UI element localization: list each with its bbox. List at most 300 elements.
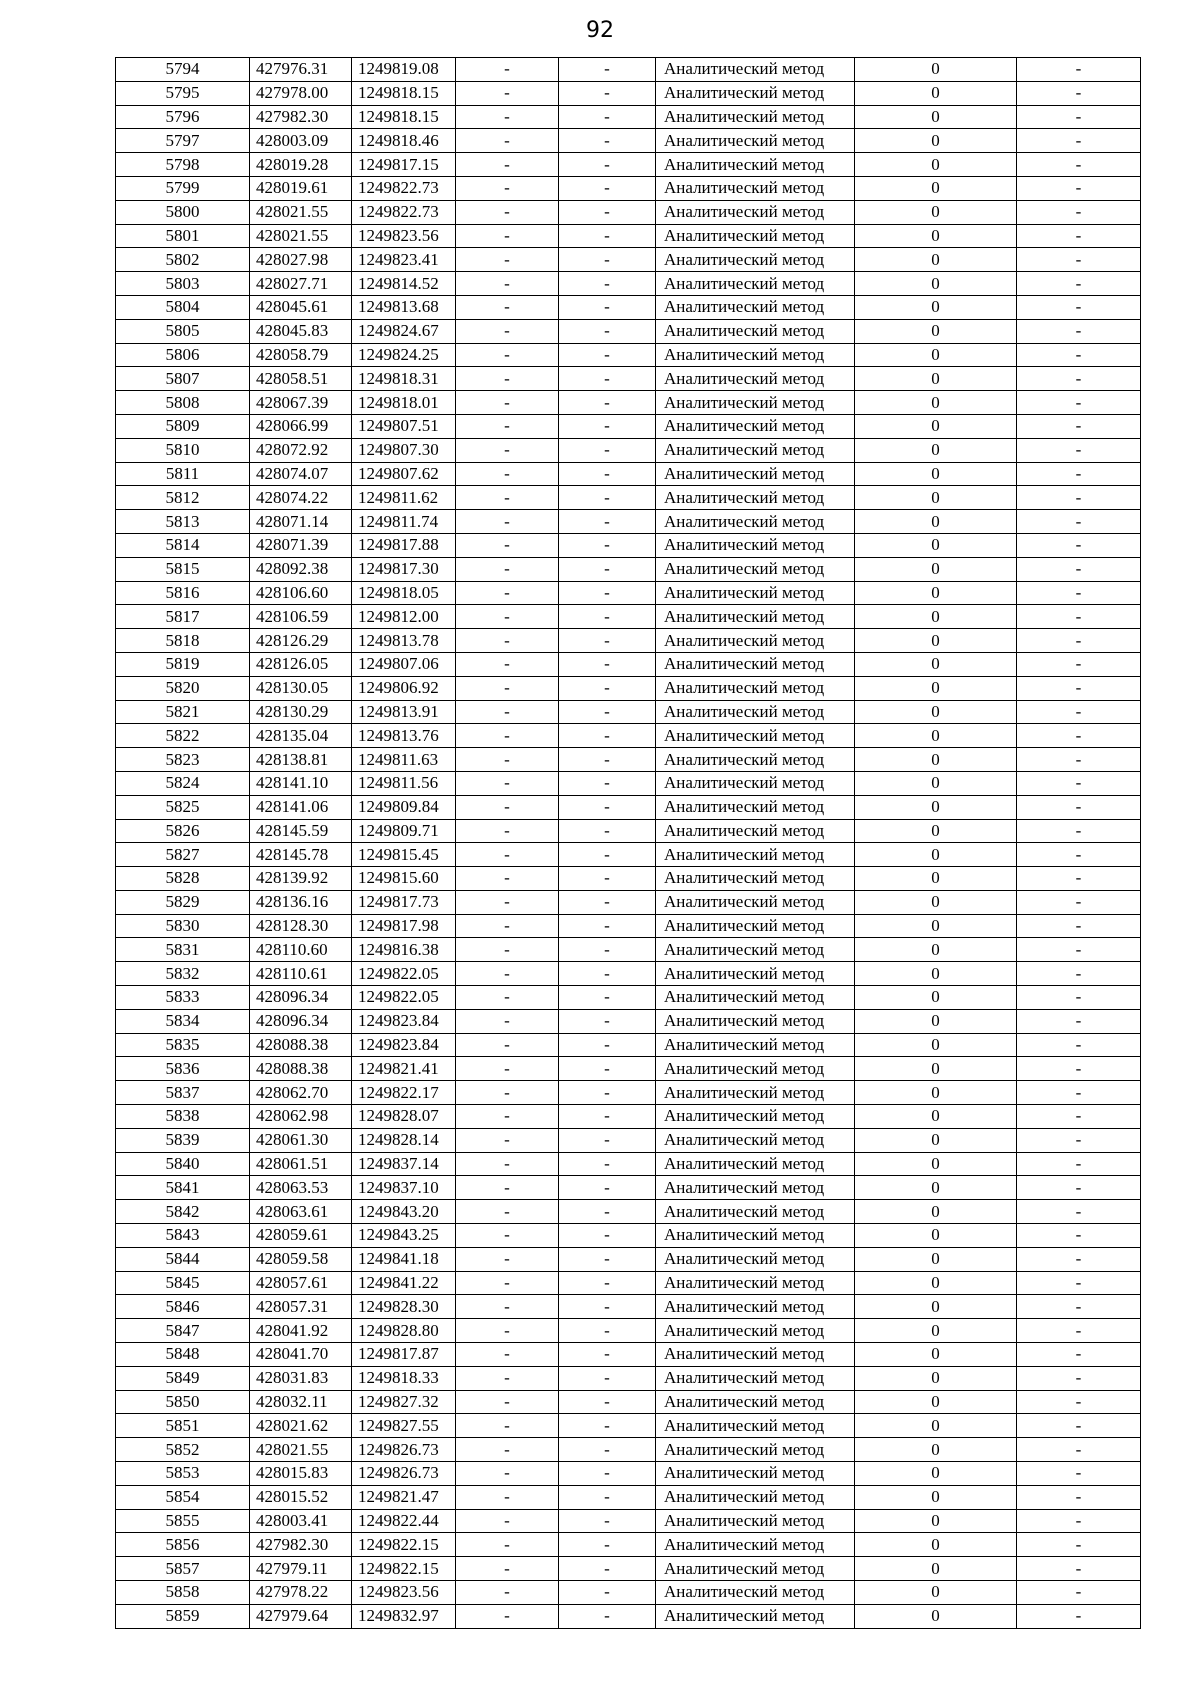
- x-coordinate-cell: 428015.52: [250, 1485, 352, 1509]
- x-coordinate-cell: 427979.11: [250, 1557, 352, 1581]
- column-8-cell: -: [1017, 1081, 1141, 1105]
- table-row: [116, 1343, 1141, 1367]
- method-cell: Аналитический метод: [656, 1533, 855, 1557]
- column-7-cell: 0: [855, 1224, 1017, 1248]
- column-4-cell: -: [456, 1033, 559, 1057]
- column-5-cell: -: [559, 248, 656, 272]
- y-coordinate-cell: 1249837.14: [352, 1152, 456, 1176]
- column-8-cell: -: [1017, 700, 1141, 724]
- column-7-cell: 0: [855, 1081, 1017, 1105]
- column-5-cell: -: [559, 200, 656, 224]
- column-4-cell: -: [456, 1152, 559, 1176]
- column-8-cell: -: [1017, 105, 1141, 129]
- column-5-cell: -: [559, 81, 656, 105]
- table-row: [116, 1033, 1141, 1057]
- column-8-cell: -: [1017, 1295, 1141, 1319]
- method-cell: Аналитический метод: [656, 1295, 855, 1319]
- column-4-cell: -: [456, 938, 559, 962]
- method-cell: Аналитический метод: [656, 748, 855, 772]
- point-number-cell: 5804: [116, 295, 250, 319]
- column-7-cell: 0: [855, 1533, 1017, 1557]
- method-cell: Аналитический метод: [656, 248, 855, 272]
- column-4-cell: -: [456, 962, 559, 986]
- y-coordinate-cell: 1249813.76: [352, 724, 456, 748]
- method-cell: Аналитический метод: [656, 272, 855, 296]
- column-5-cell: -: [559, 890, 656, 914]
- column-8-cell: -: [1017, 557, 1141, 581]
- table-row: [116, 1485, 1141, 1509]
- y-coordinate-cell: 1249823.41: [352, 248, 456, 272]
- y-coordinate-cell: 1249822.05: [352, 962, 456, 986]
- y-coordinate-cell: 1249819.08: [352, 58, 456, 82]
- point-number-cell: 5811: [116, 462, 250, 486]
- table-row: [116, 81, 1141, 105]
- column-4-cell: -: [456, 1271, 559, 1295]
- column-5-cell: -: [559, 295, 656, 319]
- method-cell: Аналитический метод: [656, 153, 855, 177]
- method-cell: Аналитический метод: [656, 105, 855, 129]
- column-5-cell: -: [559, 867, 656, 891]
- y-coordinate-cell: 1249822.15: [352, 1533, 456, 1557]
- table-row: [116, 1057, 1141, 1081]
- x-coordinate-cell: 428071.14: [250, 510, 352, 534]
- column-5-cell: -: [559, 510, 656, 534]
- method-cell: Аналитический метод: [656, 1485, 855, 1509]
- column-8-cell: -: [1017, 1414, 1141, 1438]
- column-8-cell: -: [1017, 414, 1141, 438]
- column-5-cell: -: [559, 629, 656, 653]
- y-coordinate-cell: 1249828.80: [352, 1319, 456, 1343]
- x-coordinate-cell: 427978.00: [250, 81, 352, 105]
- table-row: [116, 1200, 1141, 1224]
- column-4-cell: -: [456, 153, 559, 177]
- column-4-cell: -: [456, 581, 559, 605]
- column-7-cell: 0: [855, 1462, 1017, 1486]
- column-5-cell: -: [559, 1081, 656, 1105]
- column-8-cell: -: [1017, 1033, 1141, 1057]
- column-5-cell: -: [559, 1533, 656, 1557]
- y-coordinate-cell: 1249822.15: [352, 1557, 456, 1581]
- column-4-cell: -: [456, 795, 559, 819]
- column-8-cell: -: [1017, 533, 1141, 557]
- y-coordinate-cell: 1249816.38: [352, 938, 456, 962]
- y-coordinate-cell: 1249843.20: [352, 1200, 456, 1224]
- point-number-cell: 5805: [116, 319, 250, 343]
- column-4-cell: -: [456, 224, 559, 248]
- column-5-cell: -: [559, 1366, 656, 1390]
- table-row: [116, 938, 1141, 962]
- column-8-cell: -: [1017, 319, 1141, 343]
- column-4-cell: -: [456, 533, 559, 557]
- column-7-cell: 0: [855, 748, 1017, 772]
- y-coordinate-cell: 1249822.05: [352, 986, 456, 1010]
- column-7-cell: 0: [855, 1271, 1017, 1295]
- point-number-cell: 5858: [116, 1581, 250, 1605]
- y-coordinate-cell: 1249817.15: [352, 153, 456, 177]
- method-cell: Аналитический метод: [656, 1033, 855, 1057]
- method-cell: Аналитический метод: [656, 533, 855, 557]
- column-7-cell: 0: [855, 343, 1017, 367]
- point-number-cell: 5849: [116, 1366, 250, 1390]
- point-number-cell: 5832: [116, 962, 250, 986]
- column-7-cell: 0: [855, 819, 1017, 843]
- table-row: [116, 700, 1141, 724]
- method-cell: Аналитический метод: [656, 1247, 855, 1271]
- x-coordinate-cell: 428059.58: [250, 1247, 352, 1271]
- column-8-cell: -: [1017, 1366, 1141, 1390]
- method-cell: Аналитический метод: [656, 724, 855, 748]
- column-4-cell: -: [456, 557, 559, 581]
- column-8-cell: -: [1017, 962, 1141, 986]
- column-4-cell: -: [456, 510, 559, 534]
- table-row: [116, 890, 1141, 914]
- y-coordinate-cell: 1249828.14: [352, 1128, 456, 1152]
- column-5-cell: -: [559, 1604, 656, 1628]
- x-coordinate-cell: 428130.29: [250, 700, 352, 724]
- y-coordinate-cell: 1249828.07: [352, 1105, 456, 1129]
- point-number-cell: 5815: [116, 557, 250, 581]
- table-row: [116, 605, 1141, 629]
- column-5-cell: -: [559, 176, 656, 200]
- column-4-cell: -: [456, 986, 559, 1010]
- column-8-cell: -: [1017, 1390, 1141, 1414]
- column-4-cell: -: [456, 462, 559, 486]
- column-4-cell: -: [456, 652, 559, 676]
- table-row: [116, 843, 1141, 867]
- column-7-cell: 0: [855, 771, 1017, 795]
- x-coordinate-cell: 427978.22: [250, 1581, 352, 1605]
- table-row: [116, 295, 1141, 319]
- x-coordinate-cell: 427976.31: [250, 58, 352, 82]
- column-4-cell: -: [456, 1343, 559, 1367]
- column-7-cell: 0: [855, 795, 1017, 819]
- column-4-cell: -: [456, 343, 559, 367]
- x-coordinate-cell: 428106.59: [250, 605, 352, 629]
- point-number-cell: 5848: [116, 1343, 250, 1367]
- method-cell: Аналитический метод: [656, 1224, 855, 1248]
- column-8-cell: -: [1017, 1271, 1141, 1295]
- x-coordinate-cell: 428063.61: [250, 1200, 352, 1224]
- column-4-cell: -: [456, 1009, 559, 1033]
- table-row: [116, 248, 1141, 272]
- x-coordinate-cell: 428066.99: [250, 414, 352, 438]
- column-8-cell: -: [1017, 176, 1141, 200]
- table-row: [116, 1414, 1141, 1438]
- y-coordinate-cell: 1249814.52: [352, 272, 456, 296]
- column-4-cell: -: [456, 391, 559, 415]
- column-4-cell: -: [456, 1414, 559, 1438]
- column-8-cell: -: [1017, 1128, 1141, 1152]
- column-5-cell: -: [559, 1438, 656, 1462]
- x-coordinate-cell: 427982.30: [250, 105, 352, 129]
- column-4-cell: -: [456, 629, 559, 653]
- y-coordinate-cell: 1249832.97: [352, 1604, 456, 1628]
- table-row: [116, 1295, 1141, 1319]
- point-number-cell: 5841: [116, 1176, 250, 1200]
- column-5-cell: -: [559, 367, 656, 391]
- table-row: [116, 1533, 1141, 1557]
- column-7-cell: 0: [855, 367, 1017, 391]
- method-cell: Аналитический метод: [656, 1152, 855, 1176]
- y-coordinate-cell: 1249818.31: [352, 367, 456, 391]
- y-coordinate-cell: 1249811.74: [352, 510, 456, 534]
- table-row: [116, 986, 1141, 1010]
- table-row: [116, 176, 1141, 200]
- table-row: [116, 557, 1141, 581]
- point-number-cell: 5829: [116, 890, 250, 914]
- method-cell: Аналитический метод: [656, 1557, 855, 1581]
- point-number-cell: 5810: [116, 438, 250, 462]
- column-7-cell: 0: [855, 153, 1017, 177]
- column-5-cell: -: [559, 1152, 656, 1176]
- column-4-cell: -: [456, 1604, 559, 1628]
- point-number-cell: 5840: [116, 1152, 250, 1176]
- method-cell: Аналитический метод: [656, 510, 855, 534]
- x-coordinate-cell: 428145.59: [250, 819, 352, 843]
- method-cell: Аналитический метод: [656, 795, 855, 819]
- method-cell: Аналитический метод: [656, 1057, 855, 1081]
- table-row: [116, 1271, 1141, 1295]
- x-coordinate-cell: 428096.34: [250, 986, 352, 1010]
- column-8-cell: -: [1017, 58, 1141, 82]
- column-5-cell: -: [559, 1057, 656, 1081]
- y-coordinate-cell: 1249827.55: [352, 1414, 456, 1438]
- column-8-cell: -: [1017, 629, 1141, 653]
- method-cell: Аналитический метод: [656, 1343, 855, 1367]
- column-7-cell: 0: [855, 557, 1017, 581]
- x-coordinate-cell: 428145.78: [250, 843, 352, 867]
- column-5-cell: -: [559, 581, 656, 605]
- column-5-cell: -: [559, 843, 656, 867]
- column-7-cell: 0: [855, 1152, 1017, 1176]
- column-8-cell: -: [1017, 1485, 1141, 1509]
- column-7-cell: 0: [855, 510, 1017, 534]
- column-8-cell: -: [1017, 1200, 1141, 1224]
- column-5-cell: -: [559, 1224, 656, 1248]
- column-7-cell: 0: [855, 391, 1017, 415]
- method-cell: Аналитический метод: [656, 605, 855, 629]
- column-4-cell: -: [456, 914, 559, 938]
- point-number-cell: 5844: [116, 1247, 250, 1271]
- y-coordinate-cell: 1249818.15: [352, 105, 456, 129]
- column-7-cell: 0: [855, 1485, 1017, 1509]
- column-4-cell: -: [456, 676, 559, 700]
- point-number-cell: 5819: [116, 652, 250, 676]
- x-coordinate-cell: 428139.92: [250, 867, 352, 891]
- column-5-cell: -: [559, 1557, 656, 1581]
- column-8-cell: -: [1017, 486, 1141, 510]
- x-coordinate-cell: 428027.71: [250, 272, 352, 296]
- coordinates-table: [115, 57, 1141, 1629]
- point-number-cell: 5827: [116, 843, 250, 867]
- method-cell: Аналитический метод: [656, 129, 855, 153]
- table-row: [116, 795, 1141, 819]
- table-row: [116, 1438, 1141, 1462]
- column-5-cell: -: [559, 391, 656, 415]
- table-row: [116, 771, 1141, 795]
- method-cell: Аналитический метод: [656, 1176, 855, 1200]
- x-coordinate-cell: 428128.30: [250, 914, 352, 938]
- point-number-cell: 5822: [116, 724, 250, 748]
- column-5-cell: -: [559, 1390, 656, 1414]
- column-5-cell: -: [559, 1462, 656, 1486]
- table-row: [116, 533, 1141, 557]
- column-7-cell: 0: [855, 58, 1017, 82]
- column-5-cell: -: [559, 1009, 656, 1033]
- column-5-cell: -: [559, 153, 656, 177]
- y-coordinate-cell: 1249822.73: [352, 200, 456, 224]
- point-number-cell: 5825: [116, 795, 250, 819]
- x-coordinate-cell: 428110.60: [250, 938, 352, 962]
- point-number-cell: 5820: [116, 676, 250, 700]
- x-coordinate-cell: 428032.11: [250, 1390, 352, 1414]
- y-coordinate-cell: 1249807.30: [352, 438, 456, 462]
- column-7-cell: 0: [855, 486, 1017, 510]
- point-number-cell: 5834: [116, 1009, 250, 1033]
- point-number-cell: 5846: [116, 1295, 250, 1319]
- column-5-cell: -: [559, 652, 656, 676]
- column-5-cell: -: [559, 438, 656, 462]
- point-number-cell: 5806: [116, 343, 250, 367]
- column-4-cell: -: [456, 105, 559, 129]
- column-5-cell: -: [559, 1128, 656, 1152]
- x-coordinate-cell: 428136.16: [250, 890, 352, 914]
- column-4-cell: -: [456, 700, 559, 724]
- y-coordinate-cell: 1249818.05: [352, 581, 456, 605]
- y-coordinate-cell: 1249824.25: [352, 343, 456, 367]
- table-row: [116, 58, 1141, 82]
- column-7-cell: 0: [855, 1057, 1017, 1081]
- column-4-cell: -: [456, 843, 559, 867]
- y-coordinate-cell: 1249823.84: [352, 1033, 456, 1057]
- column-4-cell: -: [456, 58, 559, 82]
- method-cell: Аналитический метод: [656, 1009, 855, 1033]
- column-8-cell: -: [1017, 1247, 1141, 1271]
- point-number-cell: 5842: [116, 1200, 250, 1224]
- x-coordinate-cell: 428019.61: [250, 176, 352, 200]
- table-row: [116, 129, 1141, 153]
- column-7-cell: 0: [855, 1033, 1017, 1057]
- method-cell: Аналитический метод: [656, 1390, 855, 1414]
- x-coordinate-cell: 428096.34: [250, 1009, 352, 1033]
- y-coordinate-cell: 1249821.41: [352, 1057, 456, 1081]
- column-4-cell: -: [456, 272, 559, 296]
- column-7-cell: 0: [855, 295, 1017, 319]
- column-8-cell: -: [1017, 248, 1141, 272]
- table-row: [116, 1509, 1141, 1533]
- y-coordinate-cell: 1249817.88: [352, 533, 456, 557]
- table-row: [116, 105, 1141, 129]
- point-number-cell: 5830: [116, 914, 250, 938]
- table-row: [116, 1128, 1141, 1152]
- table-row: [116, 1390, 1141, 1414]
- column-7-cell: 0: [855, 81, 1017, 105]
- y-coordinate-cell: 1249828.30: [352, 1295, 456, 1319]
- x-coordinate-cell: 428062.70: [250, 1081, 352, 1105]
- column-8-cell: -: [1017, 771, 1141, 795]
- column-7-cell: 0: [855, 914, 1017, 938]
- y-coordinate-cell: 1249818.46: [352, 129, 456, 153]
- y-coordinate-cell: 1249806.92: [352, 676, 456, 700]
- column-8-cell: -: [1017, 343, 1141, 367]
- column-7-cell: 0: [855, 1247, 1017, 1271]
- column-5-cell: -: [559, 700, 656, 724]
- method-cell: Аналитический метод: [656, 629, 855, 653]
- column-8-cell: -: [1017, 367, 1141, 391]
- table-row: [116, 1105, 1141, 1129]
- method-cell: Аналитический метод: [656, 1319, 855, 1343]
- point-number-cell: 5817: [116, 605, 250, 629]
- page-number: 92: [586, 18, 614, 43]
- column-8-cell: -: [1017, 153, 1141, 177]
- column-8-cell: -: [1017, 890, 1141, 914]
- y-coordinate-cell: 1249843.25: [352, 1224, 456, 1248]
- y-coordinate-cell: 1249807.51: [352, 414, 456, 438]
- column-5-cell: -: [559, 462, 656, 486]
- y-coordinate-cell: 1249809.84: [352, 795, 456, 819]
- x-coordinate-cell: 428061.51: [250, 1152, 352, 1176]
- table-row: [116, 1604, 1141, 1628]
- x-coordinate-cell: 428045.61: [250, 295, 352, 319]
- column-4-cell: -: [456, 1224, 559, 1248]
- x-coordinate-cell: 428045.83: [250, 319, 352, 343]
- method-cell: Аналитический метод: [656, 700, 855, 724]
- column-5-cell: -: [559, 1509, 656, 1533]
- table-row: [116, 414, 1141, 438]
- x-coordinate-cell: 428021.55: [250, 200, 352, 224]
- x-coordinate-cell: 428067.39: [250, 391, 352, 415]
- table-row: [116, 1581, 1141, 1605]
- column-7-cell: 0: [855, 1509, 1017, 1533]
- column-4-cell: -: [456, 1366, 559, 1390]
- method-cell: Аналитический метод: [656, 1105, 855, 1129]
- column-8-cell: -: [1017, 510, 1141, 534]
- column-8-cell: -: [1017, 652, 1141, 676]
- column-7-cell: 0: [855, 319, 1017, 343]
- y-coordinate-cell: 1249822.73: [352, 176, 456, 200]
- column-7-cell: 0: [855, 1390, 1017, 1414]
- column-8-cell: -: [1017, 272, 1141, 296]
- point-number-cell: 5794: [116, 58, 250, 82]
- column-4-cell: -: [456, 1057, 559, 1081]
- column-7-cell: 0: [855, 1581, 1017, 1605]
- point-number-cell: 5855: [116, 1509, 250, 1533]
- column-5-cell: -: [559, 343, 656, 367]
- table-row: [116, 438, 1141, 462]
- x-coordinate-cell: 428021.55: [250, 1438, 352, 1462]
- point-number-cell: 5851: [116, 1414, 250, 1438]
- column-8-cell: -: [1017, 581, 1141, 605]
- column-7-cell: 0: [855, 1200, 1017, 1224]
- column-5-cell: -: [559, 1176, 656, 1200]
- y-coordinate-cell: 1249811.62: [352, 486, 456, 510]
- y-coordinate-cell: 1249807.62: [352, 462, 456, 486]
- y-coordinate-cell: 1249818.01: [352, 391, 456, 415]
- column-4-cell: -: [456, 176, 559, 200]
- x-coordinate-cell: 427979.64: [250, 1604, 352, 1628]
- table-row: [116, 914, 1141, 938]
- point-number-cell: 5812: [116, 486, 250, 510]
- method-cell: Аналитический метод: [656, 462, 855, 486]
- x-coordinate-cell: 428015.83: [250, 1462, 352, 1486]
- column-7-cell: 0: [855, 1295, 1017, 1319]
- method-cell: Аналитический метод: [656, 1128, 855, 1152]
- column-4-cell: -: [456, 1295, 559, 1319]
- x-coordinate-cell: 428031.83: [250, 1366, 352, 1390]
- column-8-cell: -: [1017, 1604, 1141, 1628]
- point-number-cell: 5839: [116, 1128, 250, 1152]
- column-4-cell: -: [456, 1509, 559, 1533]
